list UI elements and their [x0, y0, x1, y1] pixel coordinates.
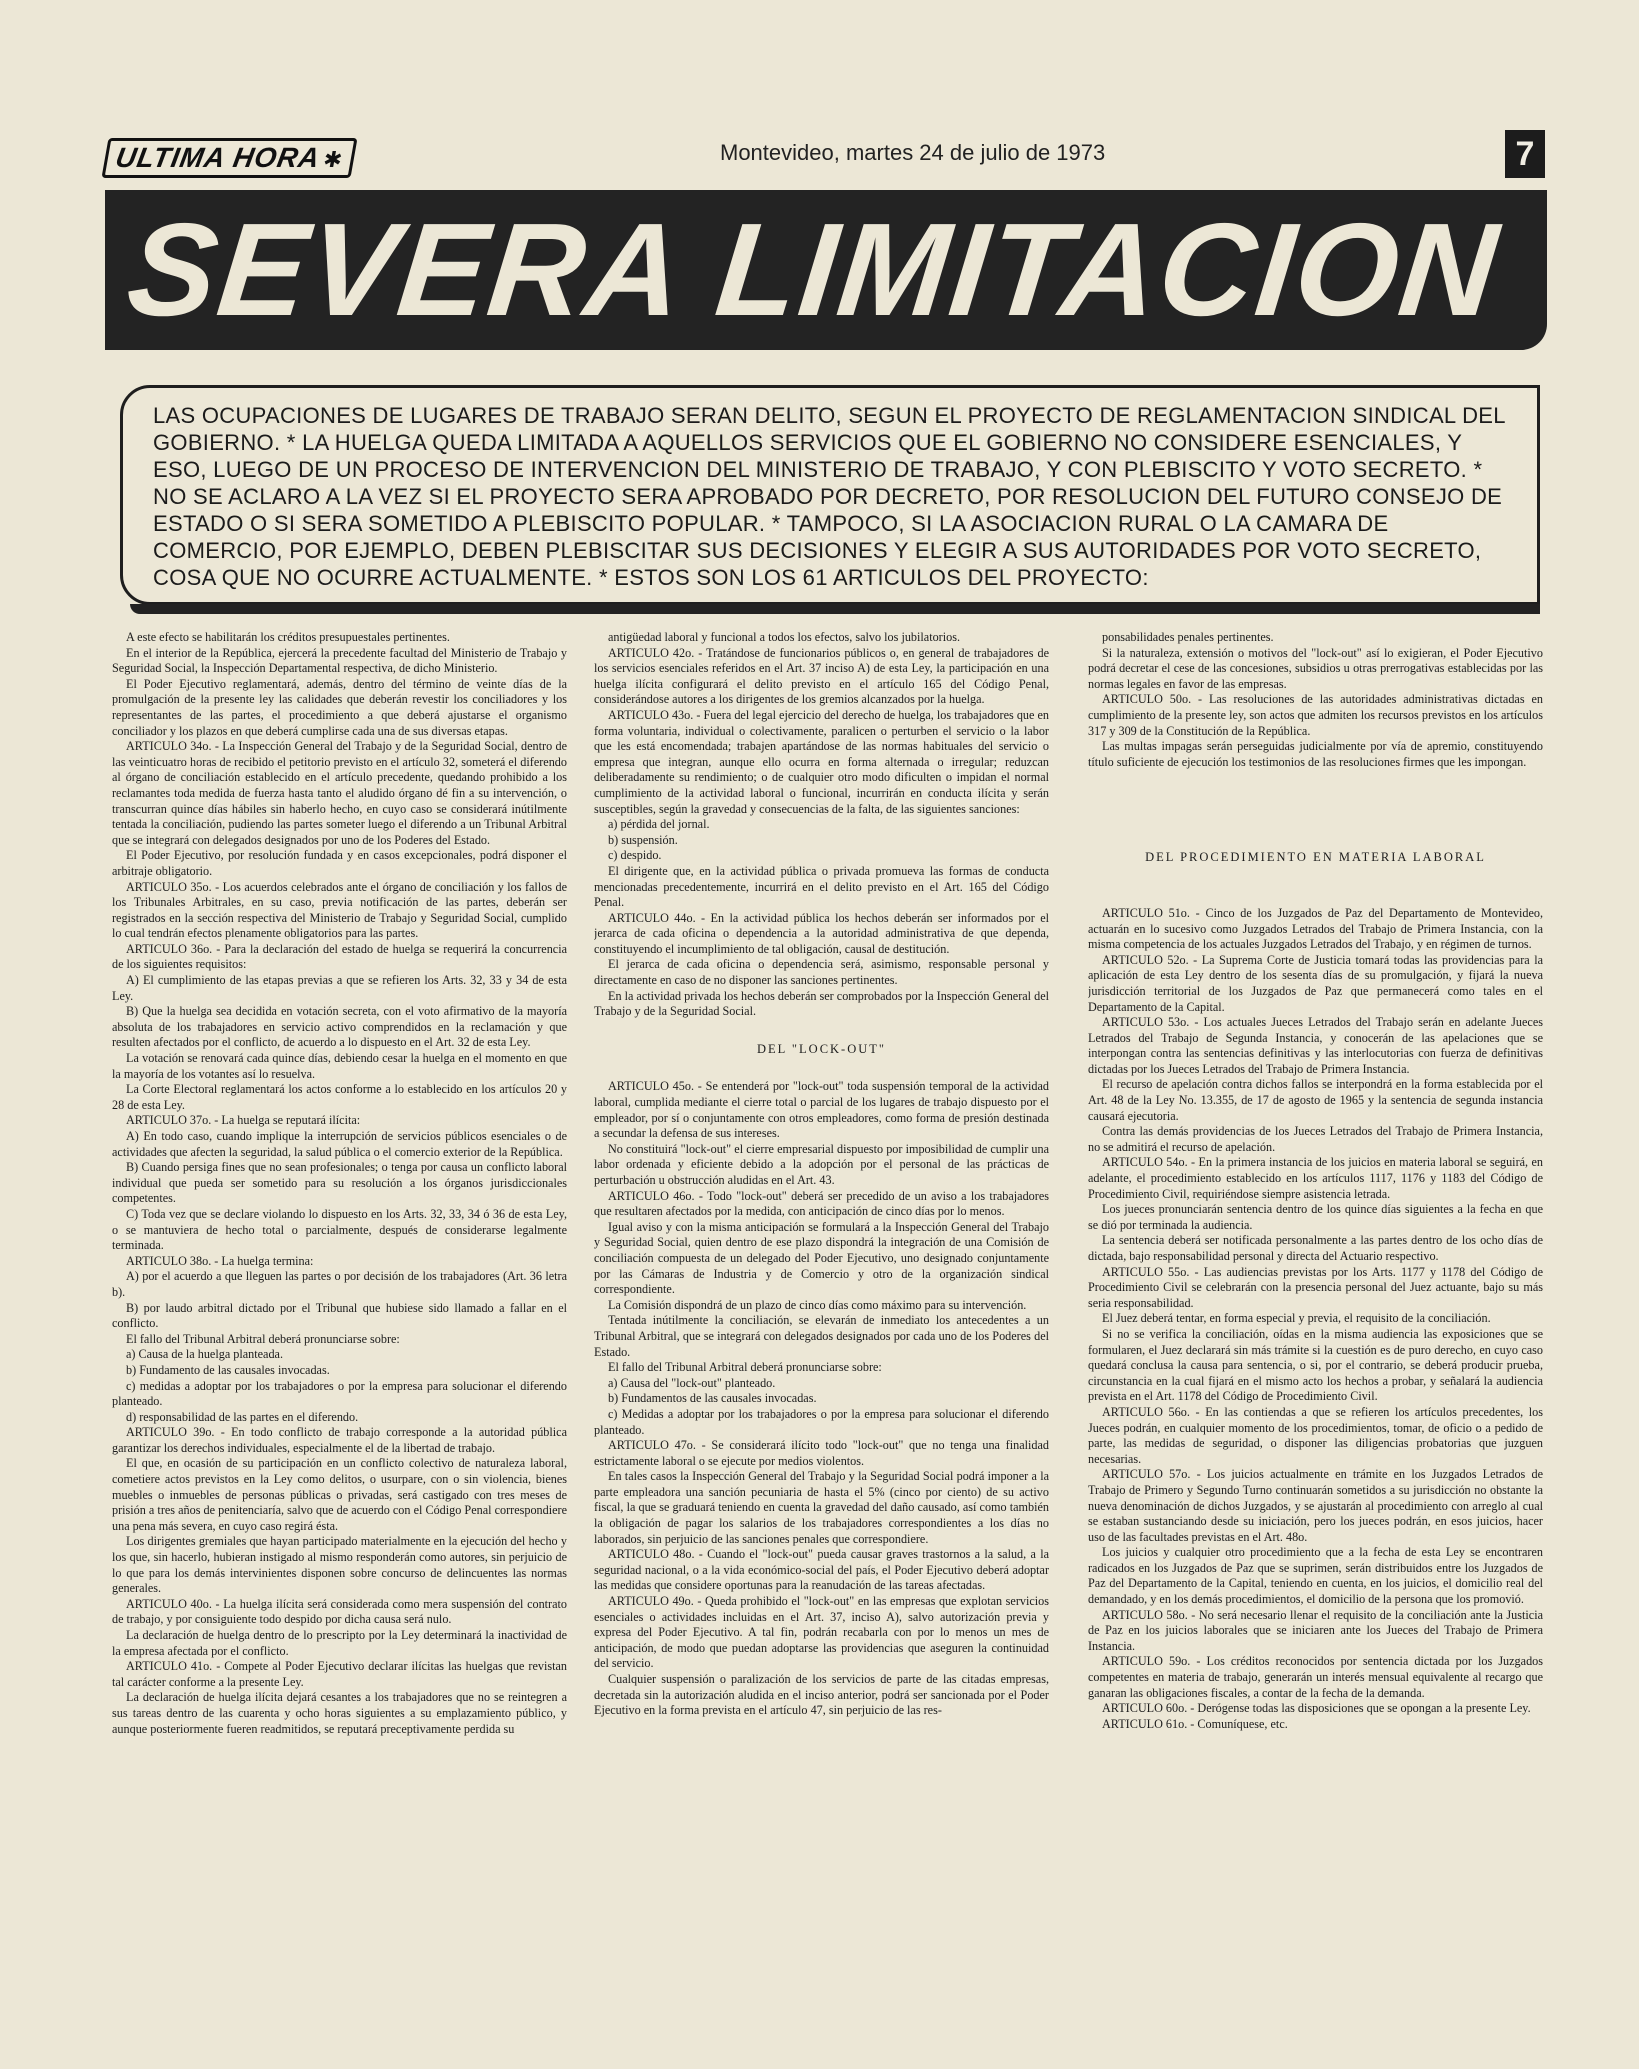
- paragraph: ARTICULO 35o. - Los acuerdos celebrados ante el órgano de conciliación y los fallos de los Tribunales Arbitrales, en su caso, previa notificación de las partes, deberán ser registrados en la sección respectiva del Ministerio de Trabajo y Seguridad Social, cumplido lo cual tendrán efectos plenamente obligatorios para las partes.: [112, 879, 567, 941]
- paragraph: c) Medidas a adoptar por los trabajadores o por la empresa para solucionar el diferendo planteado.: [594, 1406, 1049, 1437]
- column-3-part-b: [1088, 906, 1543, 1732]
- paragraph: La votación se renovará cada quince días, debiendo cesar la huelga en el momento en que la mayoría de los votantes así lo resuelva.: [112, 1051, 567, 1081]
- paragraph: ARTICULO 47o. - Se considerará ilícito todo "lock-out" que no tenga una finalidad estrictamente laboral o se ejecute por medios violentos.: [594, 1438, 1049, 1468]
- paragraph: ponsabilidades penales pertinentes.: [1102, 630, 1274, 644]
- paragraph: ARTICULO 41o. - Compete al Poder Ejecutivo declarar ilícitas las huelgas que revistan tal carácter conforme a la presente Ley.: [112, 1659, 567, 1689]
- paragraph: ARTICULO 52o. - La Suprema Corte de Justicia tomará todas las providencias para la aplicación de esta Ley dentro de los sesenta días de su promulgación, y fijará la nueva jurisdicción territorial de los Juzgados de Paz que permanecerá como tales en el Departamento de la Capital.: [1088, 952, 1543, 1014]
- paragraph: ARTICULO 45o. - Se entenderá por "lock-out" toda suspensión temporal de la actividad laboral, cumplida mediante el cierre total o parcial de los lugares de trabajo dispuesto por el empleador, por sí o conjuntamente con otros empleadores, como forma de presión destinada a secundar la defensa de sus intereses.: [594, 1079, 1049, 1141]
- paragraph: La Corte Electoral reglamentará los actos conforme a lo establecido en los artículos 20 y 28 de esta Ley.: [112, 1082, 567, 1112]
- paragraph: El Poder Ejecutivo reglamentará, además, dentro del término de veinte días de la promulgación de la presente ley las calidades que deberán revestir los conciliadores y los representantes de las partes, el procedimiento a que deberá ajustarse el organismo conciliador y los plazos en que deberá cumplirse cada una de sus diversas etapas.: [112, 676, 567, 738]
- summary-box: LAS OCUPACIONES DE LUGARES DE TRABAJO SERAN DELITO, SEGUN EL PROYECTO DE REGLAMENTACION SINDICAL DEL GOBIERNO. * LA HUELGA QUEDA LIMITADA A AQUELLOS SERVICIOS QUE EL GOBIERNO NO CONSIDERE ESENCIALES, Y ESO, LUEGO DE UN PROCESO DE INTERVENCION DEL MINISTERIO DE TRABAJO, Y CON PLEBISCITO Y VOTO SECRETO. * NO SE ACLARO A LA VEZ SI EL PROYECTO SERA APROBADO POR DECRETO, POR RESOLUCION DEL FUTURO CONSEJO DE ESTADO O SI SERA SOMETIDO A PLEBISCITO POPULAR. * TAMPOCO, SI LA ASOCIACION RURAL O LA CAMARA DE COMERCIO, POR EJEMPLO, DEBEN PLEBISCITAR SUS DECISIONES Y ELEGIR A SUS AUTORIDADES POR VOTO SECRETO, COSA QUE NO OCURRE ACTUALMENTE. * ESTOS SON LOS 61 ARTICULOS DEL PROYECTO:: [120, 385, 1540, 605]
- paragraph: A) El cumplimiento de las etapas previas a que se refieren los Arts. 32, 33 y 34 de esta Ley.: [112, 973, 567, 1003]
- paragraph: Igual aviso y con la misma anticipación se formulará a la Inspección General del Trabajo y Seguridad Social, quien dentro de ese plazo dispondrá la integración de una Comisión de conciliación compuesta de un delegado del Poder Ejecutivo, uno designado conjuntamente por las Cámaras de Industria y de Comercio y otro de la organización sindical correspondiente.: [594, 1219, 1049, 1297]
- paragraph: ARTICULO 42o. - Tratándose de funcionarios públicos o, en general de trabajadores de los servicios esenciales referidos en el Art. 37 inciso A) de esta Ley, la participación en una huelga ilícita configurará el delito previsto en el artículo 165 del Código Penal, considerándose autores a los dirigentes de los gremios alcanzados por la huelga.: [594, 645, 1049, 707]
- paragraph: A este efecto se habilitarán los créditos presupuestales pertinentes.: [126, 630, 450, 644]
- paragraph: ARTICULO 43o. - Fuera del legal ejercicio del derecho de huelga, los trabajadores que en forma voluntaria, individual o colectivamente, paralicen o perturben el servicio o la labor que les está encomendada; trabajen apartándose de las normas habituales del servicio o empresa que integran, aunque ello ocurra en forma alternada o irregular; reduzcan deliberadamente su rendimiento; o de cualquier otro modo dificulten o impidan el normal cumplimiento de la actividad laboral o funcional, incurrirán en conducta ilícita y serán susceptibles, según la gravedad y consecuencias de la falta, de las siguientes sanciones:: [594, 707, 1049, 816]
- paragraph: El fallo del Tribunal Arbitral deberá pronunciarse sobre:: [608, 1360, 882, 1375]
- paragraph: C) Toda vez que se declare violando lo dispuesto en los Arts. 32, 33, 34 ó 36 de esta Ley, o se mantuviera de hecho total o parcialmente, después de considerarse legalmente terminada.: [112, 1206, 567, 1253]
- paragraph: ARTICULO 57o. - Los juicios actualmente en trámite en los Juzgados Letrados de Trabajo de Primero y Segundo Turno continuarán sometidos a su jurisdicción no obstante la nueva denominación de dichos Juzgados, y se ajustarán al procedimiento con arreglo al cual se estaban sustanciando desde su iniciación, pero los jueces podrán, en esos juicios, hacer uso de las facultades previstas en el Art. 48o.: [1088, 1467, 1543, 1544]
- paragraph: ARTICULO 51o. - Cinco de los Juzgados de Paz del Departamento de Montevideo, actuarán en lo sucesivo como Juzgados Letrados del Trabajo de Primera Instancia, con la misma competencia de los actuales Juzgados Letrados del Trabajo, y en régimen de turnos.: [1088, 905, 1543, 952]
- headline-band: [105, 190, 1547, 350]
- headline: SEVERA LIMITACION: [121, 196, 1506, 343]
- paragraph: Tentada inútilmente la conciliación, se elevarán de inmediato los antecedentes a un Tribunal Arbitral, que se integrará con delegados designados por cada uno de los Poderes del Estado.: [594, 1313, 1049, 1359]
- paragraph: El Poder Ejecutivo, por resolución fundada y en casos excepcionales, podrá disponer el arbitraje obligatorio.: [112, 848, 567, 878]
- paragraph: Las multas impagas serán perseguidas judicialmente por vía de apremio, constituyendo título suficiente de ejecución los testimonios de las resoluciones firmes que les impongan.: [1088, 739, 1543, 769]
- paragraph: La Comisión dispondrá de un plazo de cinco días como máximo para su intervención.: [608, 1297, 1027, 1312]
- paragraph: b) suspensión.: [608, 832, 678, 847]
- masthead: [105, 130, 1555, 180]
- paragraph: B) Que la huelga sea decidida en votación secreta, con el voto afirmativo de la mayoría absoluta de los trabajadores en servicio activo comprendidos en la reclamación y que resulten afectados por el conflicto, de acuerdo a lo dispuesto en el Art. 32 de esta Ley.: [112, 1004, 567, 1050]
- logo-text: ULTIMA HORA: [113, 142, 323, 173]
- paragraph: ARTICULO 58o. - No será necesario llenar el requisito de la conciliación ante la Justicia de Paz en los juicios laborales que se iniciaren ante los Jueces del Trabajo de Primera Instancia.: [1088, 1607, 1543, 1653]
- paragraph: Si no se verifica la conciliación, oídas en la misma audiencia las exposiciones que se formularen, el Juez declarará sin más trámite si la cuestión es de puro derecho, en cuyo caso quedará conclusa la causa para sentencia, o si, por el contrario, se deberá producir prueba, circunstancia en la cual fijará en el mismo acto los hechos a probar, y señalará la audiencia prevista en el Art. 1178 del Código de Procedimiento Civil.: [1088, 1326, 1543, 1404]
- paragraph: El dirigente que, en la actividad pública o privada promueva las formas de conducta mencionadas precedentemente, incurrirá en el delito previsto en el Art. 165 del Código Penal.: [594, 863, 1049, 910]
- paragraph: En tales casos la Inspección General del Trabajo y la Seguridad Social podrá imponer a la parte empleadora una sanción pecuniaria de hasta el 5% (cinco por ciento) de su activo fiscal, la que se graduará teniendo en cuenta la gravedad del daño causado, así como también la obligación de pagar los salarios de los trabajadores correspondientes a los días no laborados, sin perjuicio de las sanciones penales que correspondiere.: [594, 1469, 1049, 1546]
- page-number: 7: [1505, 130, 1545, 178]
- paragraph: Los jueces pronunciarán sentencia dentro de los quince días siguientes a la fecha en que se dió por terminada la audiencia.: [1088, 1202, 1543, 1232]
- paragraph: ARTICULO 49o. - Queda prohibido el "lock-out" en las empresas que explotan servicios esenciales o actividades incluidas en el Art. 37, inciso A), salvo autorización previa y expresa del Poder Ejecutivo. A tal fin, podrán recabarla con por lo menos un mes de anticipación, de modo que puedan adoptarse las providencias que aseguren la continuidad del servicio.: [594, 1594, 1049, 1671]
- paragraph: El fallo del Tribunal Arbitral deberá pronunciarse sobre:: [126, 1331, 400, 1346]
- paragraph: ARTICULO 50o. - Las resoluciones de las autoridades administrativas dictadas en cumplimiento de la presente ley, son actos que admiten los recursos previstos en los artículos 317 y 309 de la Constitución de la República.: [1088, 692, 1543, 738]
- dateline: Montevideo, martes 24 de julio de 1973: [720, 140, 1106, 165]
- paragraph: b) Fundamentos de las causales invocadas.: [608, 1391, 817, 1406]
- paragraph: ARTICULO 54o. - En la primera instancia de los juicios en materia laboral se seguirá, en adelante, el procedimiento establecido en los artículos 1117, 1176 y 1183 del Código de Procedimiento Civil, requiriéndose siempre asistencia letrada.: [1088, 1155, 1543, 1201]
- newspaper-logo: [101, 138, 357, 178]
- paragraph: Los dirigentes gremiales que hayan participado materialmente en la ejecución del hecho y los que, sin hacerlo, hubieran instigado al mismo responderán como autores, sin perjuicio de lo que para los demás intervinientes disponen sobre concurso de delincuentes las normas generales.: [112, 1534, 567, 1596]
- paragraph: En el interior de la República, ejercerá la precedente facultad del Ministerio de Trabajo y Seguridad Social, la Inspección Departamental respectiva, de dicho Ministerio.: [112, 645, 567, 676]
- paragraph: ARTICULO 40o. - La huelga ilícita será considerada como mera suspensión del contrato de trabajo, y por consiguiente todo despido por dicha causa será nulo.: [112, 1596, 567, 1627]
- column-2-part-a: [594, 630, 1049, 1020]
- paragraph: ARTICULO 39o. - En todo conflicto de trabajo corresponde a la autoridad pública garantizar los derechos individuales, especialmente el de la libertad de trabajo.: [112, 1425, 567, 1455]
- paragraph: a) Causa de la huelga planteada.: [126, 1347, 284, 1362]
- article-column-1: [112, 630, 567, 2050]
- paragraph: d) responsabilidad de las partes en el diferendo.: [126, 1409, 359, 1424]
- paragraph: a) pérdida del jornal.: [608, 817, 710, 832]
- paragraph: ARTICULO 37o. - La huelga se reputará ilícita:: [126, 1113, 361, 1128]
- paragraph: Si la naturaleza, extensión o motivos del "lock-out" así lo exigieran, el Poder Ejecutivo podrá decretar el cese de las concesiones, subsidios u otras prerrogativas establecidas por las normas legales en favor de las empresas.: [1088, 645, 1543, 691]
- paragraph: ARTICULO 60o. - Derógense todas las disposiciones que se opongan a la presente Ley.: [1102, 1701, 1531, 1716]
- paragraph: La declaración de huelga dentro de lo prescripto por la Ley determinará la inactividad de la empresa afectada por el conflicto.: [112, 1628, 567, 1658]
- paragraph: antigüedad laboral y funcional a todos los efectos, salvo los jubilatorios.: [608, 630, 961, 644]
- paragraph: ARTICULO 59o. - Los créditos reconocidos por sentencia dictada por los Juzgados competentes en materia de trabajo, generarán un interés mensual equivalente al recargo que ganaran las obligaciones fiscales, a contar de la fecha de la demanda.: [1088, 1654, 1543, 1700]
- paragraph: ARTICULO 61o. - Comuníquese, etc.: [1102, 1716, 1288, 1731]
- logo-star-icon: ✱: [321, 147, 346, 172]
- paragraph: Cualquier suspensión o paralización de los servicios de parte de las citadas empresas, decretada sin la autorización aludida en el inciso anterior, podrá ser sancionada por el Poder Ejecutivo en la forma prevista en el artículo 47, sin perjuicio de las res-: [594, 1672, 1049, 1718]
- paragraph: ARTICULO 48o. - Cuando el "lock-out" pueda causar graves trastornos a la salud, a la seguridad nacional, o a la vida económico-social del país, el Poder Ejecutivo deberá adoptar las medidas que considere oportunas para la reanudación de las tareas afectadas.: [594, 1547, 1049, 1593]
- paragraph: c) despido.: [608, 848, 662, 863]
- paragraph: ARTICULO 53o. - Los actuales Jueces Letrados del Trabajo serán en adelante Jueces Letrados del Trabajo de Segunda Instancia, y conocerán de las apelaciones que se interpongan contra las sentencias definitivas y las interlocutorias con fuerza de definitivas dictadas por los Jueces Letrados del Trabajo de Primera Instancia.: [1088, 1015, 1543, 1076]
- paragraph: B) Cuando persiga fines que no sean profesionales; o tenga por causa un conflicto laboral individual que pueda ser sometido para su resolución a los órganos jurisdiccionales competentes.: [112, 1160, 567, 1206]
- paragraph: b) Fundamento de las causales invocadas.: [126, 1362, 330, 1377]
- paragraph: El Juez deberá tentar, en forma especial y previa, el requisito de la conciliación.: [1102, 1311, 1491, 1326]
- paragraph: El jerarca de cada oficina o dependencia será, asimismo, responsable personal y directamente en caso de no disponer las sanciones pertinentes.: [594, 957, 1049, 988]
- section-title-lockout: DEL "LOCK-OUT": [756, 1041, 887, 1056]
- paragraph: A) por el acuerdo a que lleguen las partes o por decisión de los trabajadores (Art. 36 letra b).: [112, 1269, 567, 1299]
- paragraph: El que, en ocasión de su participación en un conflicto colectivo de naturaleza laboral, cometiere actos previstos en la Ley como delitos, o usurpare, con o sin violencia, bienes muebles o inmuebles de personas públicas o privadas, será castigado con tres meses de prisión a tres años de penitenciaría, salvo que de acuerdo con el Código Penal correspondiere una pena más severa, en cuyo caso regirá ésta.: [112, 1456, 567, 1533]
- paragraph: a) Causa del "lock-out" planteado.: [608, 1375, 776, 1390]
- paragraph: El recurso de apelación contra dichos fallos se interpondrá en la forma establecida por el Art. 48 de la Ley No. 13.355, de 17 de agosto de 1965 y la sentencia de segunda instancia causará ejecutoria.: [1088, 1077, 1543, 1123]
- paragraph: ARTICULO 46o. - Todo "lock-out" deberá ser precedido de un aviso a los trabajadores que resultaren afectados por la medida, con anticipación de cinco días por lo menos.: [594, 1188, 1049, 1219]
- paragraph: c) medidas a adoptar por los trabajadores o por la empresa para solucionar el diferendo planteado.: [112, 1378, 567, 1409]
- column-3-part-a: [1088, 630, 1543, 770]
- paragraph: En la actividad privada los hechos deberán ser comprobados por la Inspección General del Trabajo y de la Seguridad Social.: [594, 988, 1049, 1019]
- summary-underline: [130, 604, 1540, 614]
- paragraph: La declaración de huelga ilícita dejará cesantes a los trabajadores que no se reintegren a sus tareas dentro de las cuarenta y ocho horas siguientes a su emplazamiento público, y aunque posteriormente fueren readmitidos, se reputará preceptivamente perdida su: [112, 1690, 567, 1736]
- paragraph: ARTICULO 36o. - Para la declaración del estado de huelga se requerirá la concurrencia de los siguientes requisitos:: [112, 941, 567, 972]
- article-column-3: [1088, 630, 1543, 2050]
- paragraph: ARTICULO 34o. - La Inspección General del Trabajo y de la Seguridad Social, dentro de las veinticuatro horas de recibido el petitorio previsto en el artículo 32, someterá el diferendo al órgano de conciliación establecido en el artículo precedente, quedando prohibido a los reclamantes toda medida de fuerza hasta tanto el aludido órgano dé fin a su intervención, o transcurran quince días hábiles sin haberlo hecho, en cuyo caso se considerará inútilmente tentada la conciliación, pudiendo las partes someter luego el diferendo a un Tribunal Arbitral que se integrará con delegados designados por uno de los Poderes del Estado.: [112, 739, 567, 847]
- article-column-2: [594, 630, 1049, 2050]
- paragraph: La sentencia deberá ser notificada personalmente a las partes dentro de los ocho días de dictada, bajo responsabilidad personal y directa del Actuario respectivo.: [1088, 1233, 1543, 1263]
- paragraph: Contra las demás providencias de los Jueces Letrados del Trabajo de Primera Instancia, no se admitirá el recurso de apelación.: [1088, 1124, 1543, 1154]
- paragraph: No constituirá "lock-out" el cierre empresarial dispuesto por imposibilidad de cumplir una labor ordenada y eficiente debido a la adopción por el personal de las prácticas de perturbación u obstrucción aludidas en el Art. 43.: [594, 1141, 1049, 1187]
- paragraph: ARTICULO 38o. - La huelga termina:: [126, 1253, 314, 1268]
- section-title-procedimiento: DEL PROCEDIMIENTO EN MATERIA LABORAL: [1145, 850, 1486, 865]
- paragraph: ARTICULO 56o. - En las contiendas a que se refieren los artículos precedentes, los Jueces podrán, en cualquier momento de los procedimientos, tomar, de oficio o a pedido de parte, las medidas de seguridad, o disponer las diligencias probatorias que juzguen necesarias.: [1088, 1404, 1543, 1466]
- paragraph: ARTICULO 55o. - Las audiencias previstas por los Arts. 1177 y 1178 del Código de Procedimiento Civil se celebrarán con la presencia personal del Juez actuante, bajo su más seria responsabilidad.: [1088, 1264, 1543, 1310]
- paragraph: A) En todo caso, cuando implique la interrupción de servicios públicos esenciales o de actividades que afecten la seguridad, la salud pública o el comercio exterior de la República.: [112, 1129, 567, 1159]
- column-2-part-b: [594, 1079, 1049, 1718]
- paragraph: Los juicios y cualquier otro procedimiento que a la fecha de esta Ley se encontraren radicados en los Juzgados de Paz que se suprimen, serán distribuidos entre los Juzgados de Paz del Departamento de la Capital, teniendo en cuenta, en los juicios, el domicilio real del demandado, y en los demás procedimientos, el domicilio de la persona que los promovió.: [1088, 1545, 1543, 1607]
- paragraph: B) por laudo arbitral dictado por el Tribunal que hubiese sido llamado a fallar en el conflicto.: [112, 1300, 567, 1331]
- paragraph: ARTICULO 44o. - En la actividad pública los hechos deberán ser informados por el jerarca de cada oficina o dependencia a la autoridad administrativa de que dependa, constituyendo el incumplimiento de tal obligación, causal de destitución.: [594, 910, 1049, 956]
